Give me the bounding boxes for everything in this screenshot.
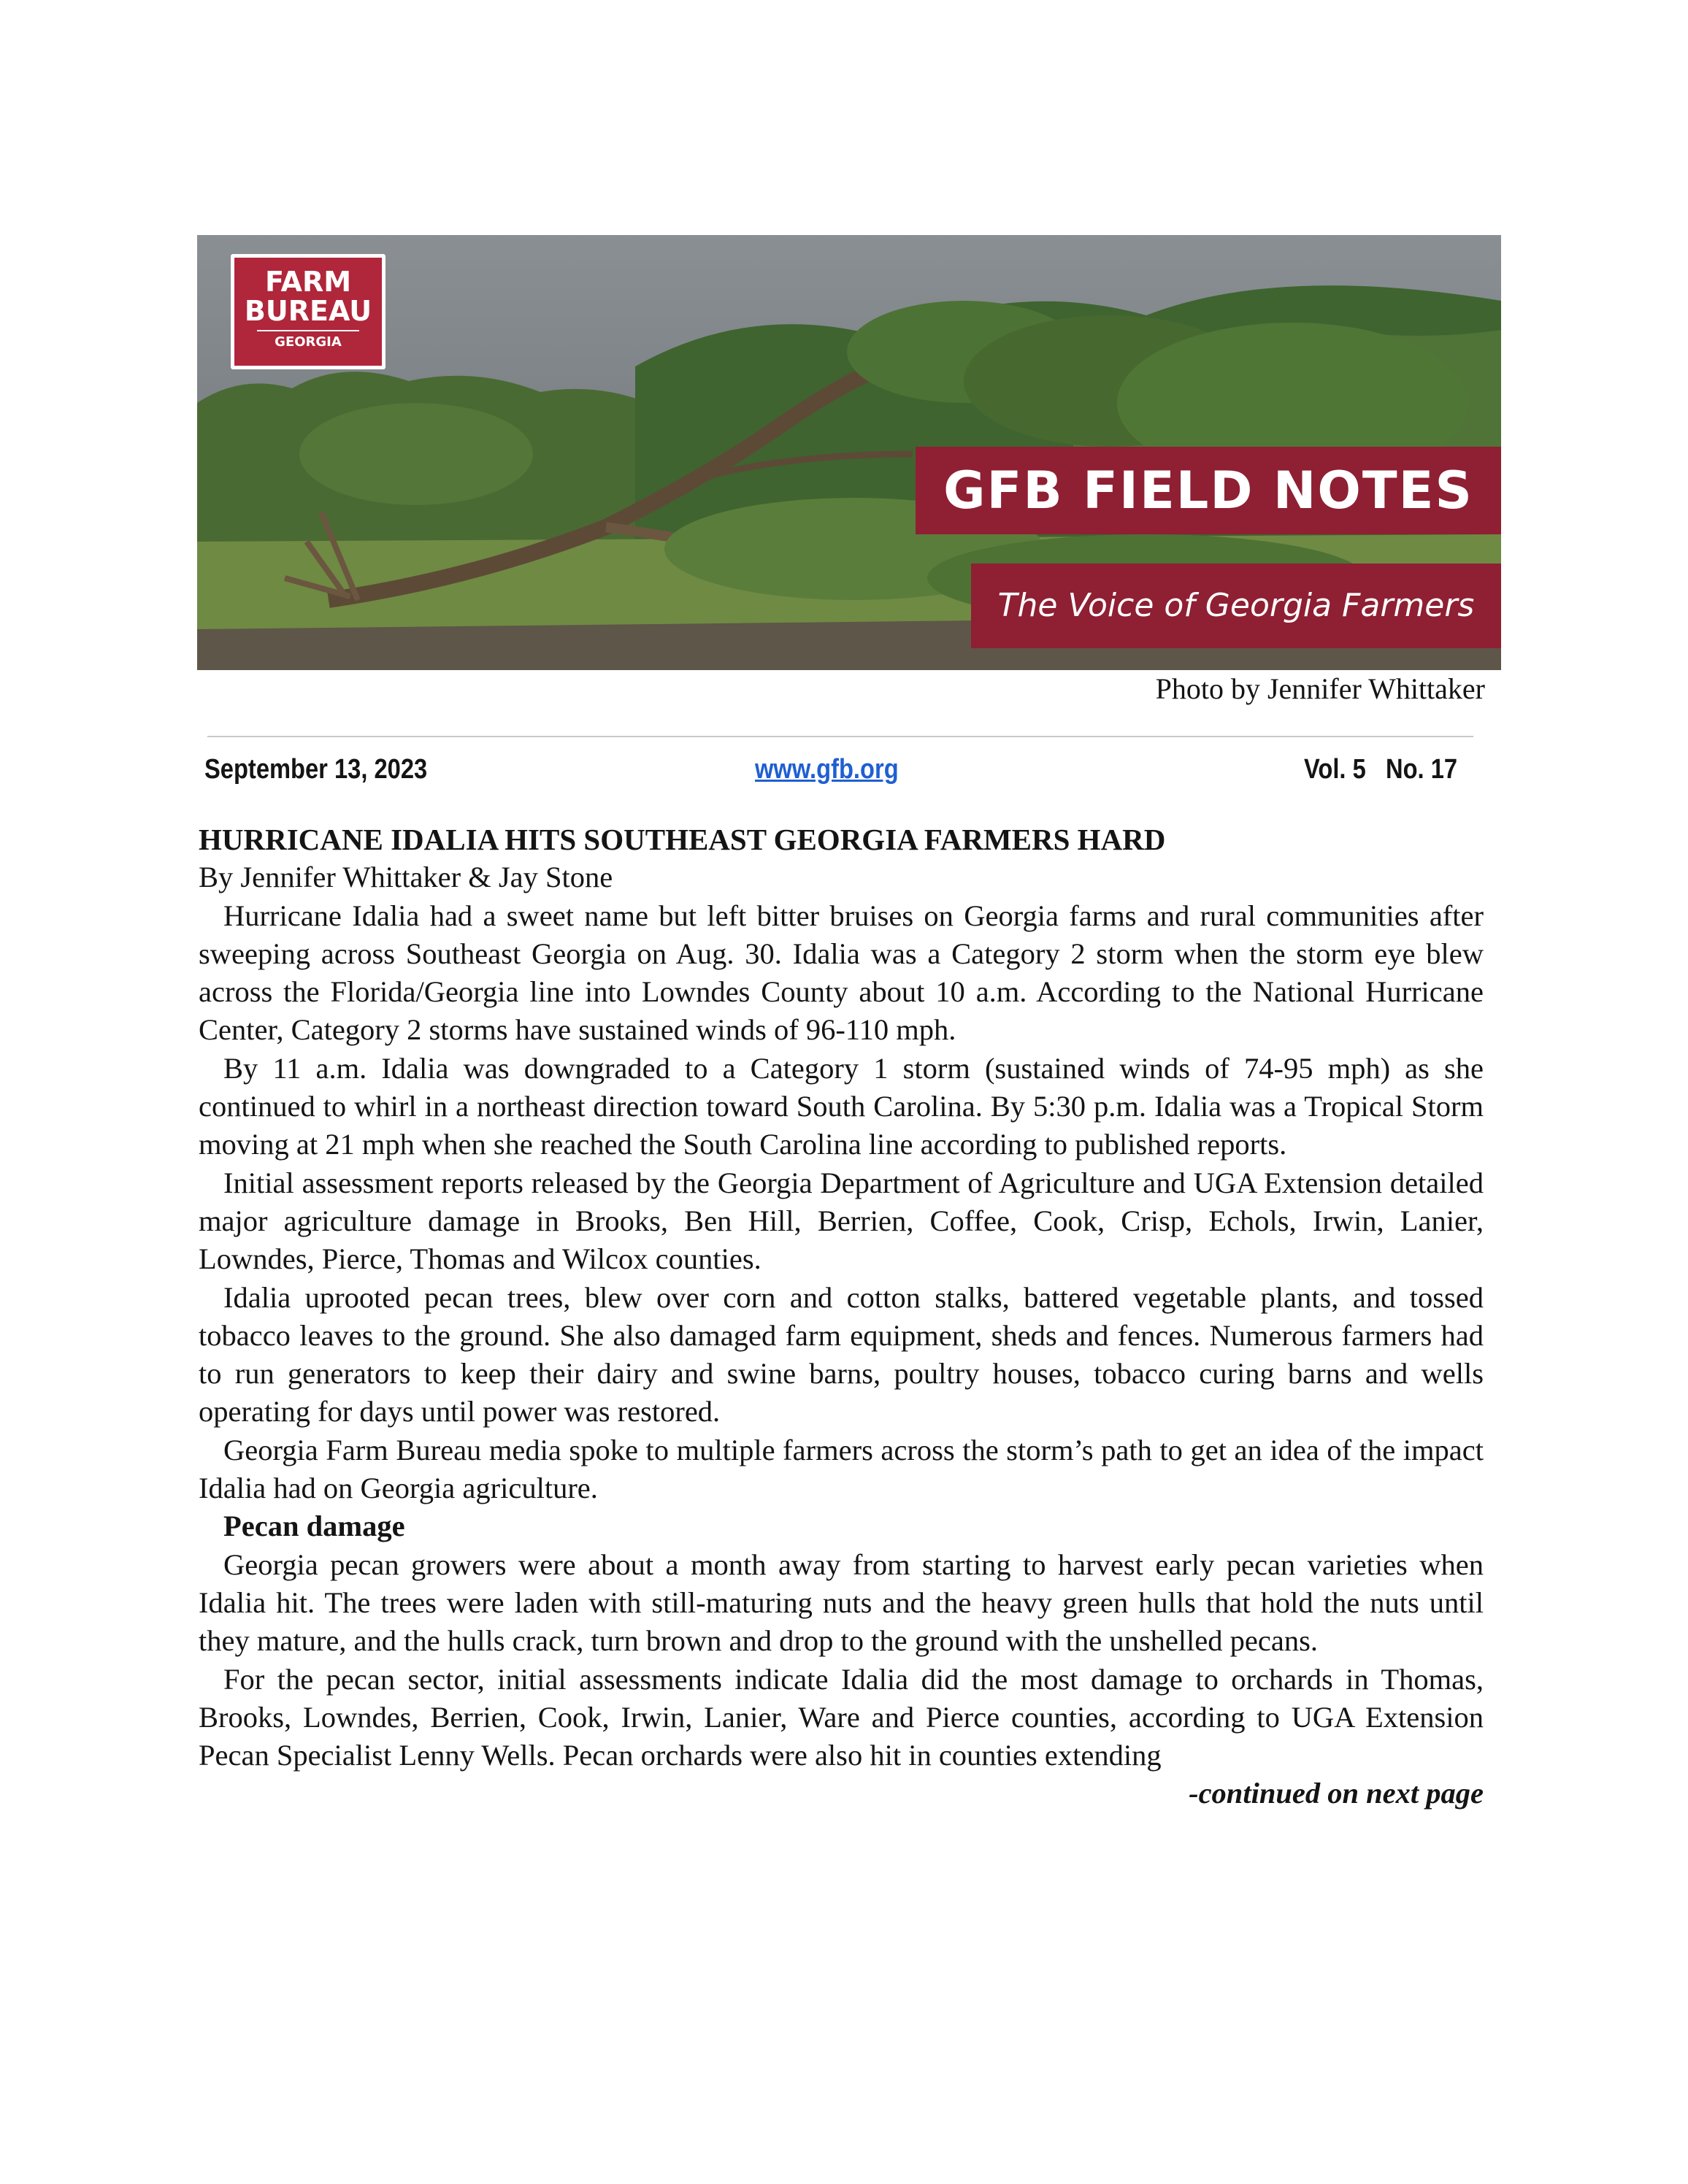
logo-line-georgia: GEORGIA bbox=[257, 330, 359, 350]
article-byline: By Jennifer Whittaker & Jay Stone bbox=[199, 861, 613, 894]
section-subhead: Pecan damage bbox=[223, 1510, 405, 1543]
article-paragraph: Initial assessment reports released by the Georgia Department of Agriculture and UGA Extension detailed major agriculture damage in Brooks, Ben Hill, Berrien, Coffee, Cook, Crisp, Echols, Irwin, Lanier, Lowndes, Pierce, Thomas and Wilcox counties. bbox=[199, 1166, 1484, 1276]
article-headline: HURRICANE IDALIA HITS SOUTHEAST GEORGIA FARMERS HARD bbox=[199, 823, 1166, 856]
divider bbox=[207, 736, 1473, 737]
issue-date: September 13, 2023 bbox=[204, 754, 428, 785]
website-link[interactable]: www.gfb.org bbox=[755, 754, 899, 785]
photo-credit: Photo by Jennifer Whittaker bbox=[1155, 672, 1485, 705]
article-paragraph: Georgia pecan growers were about a month away from starting to harvest early pecan varieties when Idalia hit. The trees were laden with still-maturing nuts and the heavy green hulls that hold the nuts until they mature, and the hulls crack, turn brown and drop to the ground with the unshelled pecans. bbox=[199, 1547, 1484, 1658]
farm-bureau-logo[interactable] bbox=[231, 254, 385, 369]
article-paragraph: Hurricane Idalia had a sweet name but left bitter bruises on Georgia farms and rural communities after sweeping across Southeast Georgia on Aug. 30. Idalia was a Category 2 storm when the storm eye blew across the Florida/Georgia line into Lowndes County about 10 a.m. According to the National Hurricane Center, Category 2 storms have sustained winds of 96-110 mph. bbox=[199, 899, 1484, 1047]
newsletter-tagline: The Voice of Georgia Farmers bbox=[971, 564, 1501, 648]
newsletter-title: GFB FIELD NOTES bbox=[916, 447, 1501, 534]
article bbox=[199, 820, 1484, 1813]
article-paragraph: By 11 a.m. Idalia was downgraded to a Category 1 storm (sustained winds of 74-95 mph) as she continued to whirl in a northeast direction toward South Carolina. By 5:30 p.m. Idalia was a Tropical Storm moving at 21 mph when she reached the South Carolina line according to published reports. bbox=[199, 1051, 1484, 1161]
article-paragraph: For the pecan sector, initial assessments indicate Idalia did the most damage to orchards in Thomas, Brooks, Lowndes, Berrien, Cook, Irwin, Lanier, Ware and Pierce counties, according to UGA Extension Pecan Specialist Lenny Wells. Pecan orchards were also hit in counties extending bbox=[199, 1662, 1484, 1772]
article-paragraph: Georgia Farm Bureau media spoke to multiple farmers across the storm’s path to get an idea of the impact Idalia had on Georgia agriculture. bbox=[199, 1433, 1484, 1505]
header-banner bbox=[197, 235, 1501, 670]
article-paragraph: Idalia uprooted pecan trees, blew over corn and cotton stalks, battered vegetable plants, and tossed tobacco leaves to the ground. She also damaged farm equipment, sheds and fences. Numerous farmers had to run generators to keep their dairy and swine barns, poultry houses, tobacco curing barns and wells operating for days until power was restored. bbox=[199, 1280, 1484, 1429]
logo-line-bureau: BUREAU bbox=[244, 295, 372, 327]
logo-line-farm: FARM bbox=[264, 266, 352, 298]
volume-number: Vol. 5 No. 17 bbox=[1304, 754, 1458, 785]
continued-note[interactable]: -continued on next page bbox=[1189, 1777, 1484, 1810]
